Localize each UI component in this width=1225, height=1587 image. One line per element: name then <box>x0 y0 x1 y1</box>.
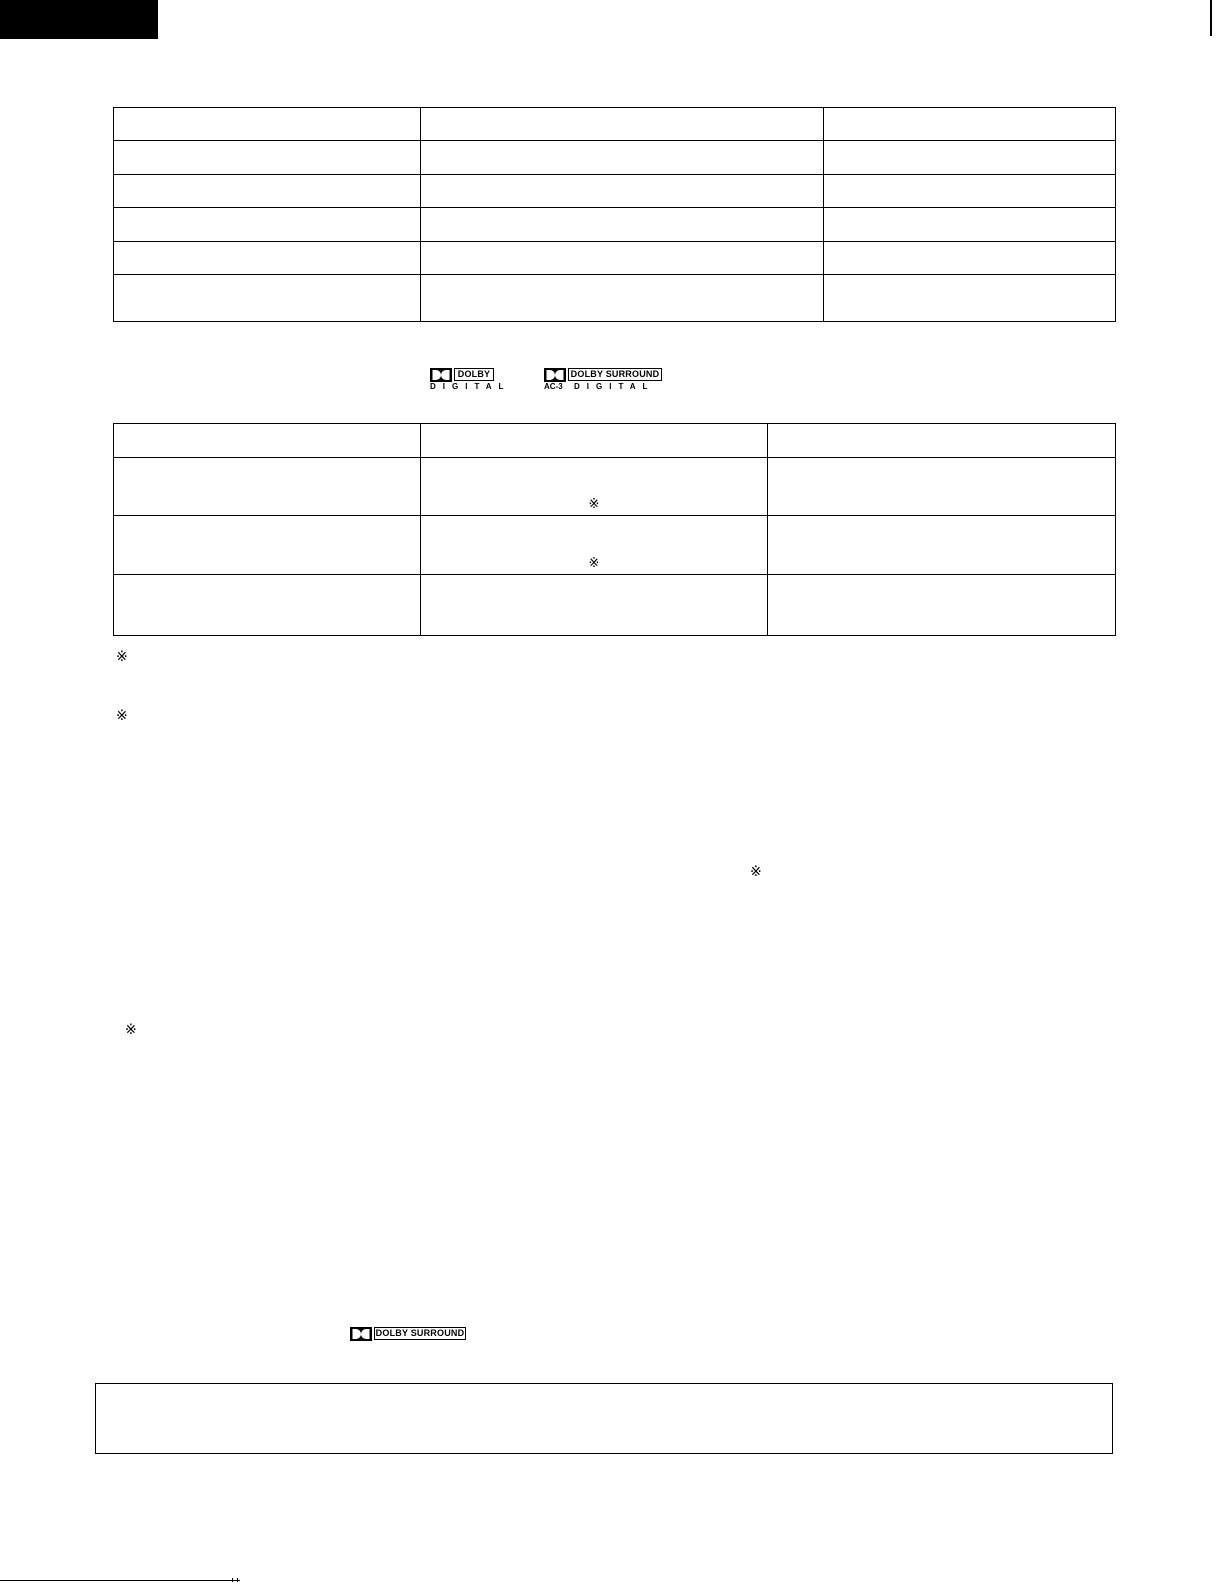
table-row <box>114 275 1116 322</box>
logo-box-text: DOLBY SURROUND <box>375 1328 465 1338</box>
table-cell <box>824 141 1116 175</box>
table-row <box>114 424 1116 458</box>
footnote-mark: ※ <box>116 708 128 724</box>
table-cell <box>114 242 421 275</box>
table-cell <box>114 208 421 242</box>
reference-mark: ※ <box>588 556 600 571</box>
table-cell <box>114 108 421 141</box>
table-row <box>114 575 1116 636</box>
table-row <box>114 458 1116 516</box>
table-cell <box>421 175 824 208</box>
table-row <box>114 208 1116 242</box>
table-row <box>114 141 1116 175</box>
bottom-tick <box>237 1578 238 1582</box>
table-cell <box>114 575 421 636</box>
table-cell <box>114 175 421 208</box>
bottom-tick <box>232 1578 233 1582</box>
table-row <box>114 175 1116 208</box>
reference-mark: ※ <box>125 1022 137 1038</box>
table-row <box>114 108 1116 141</box>
table-cell <box>421 575 768 636</box>
double-d-icon <box>350 1327 372 1341</box>
table-cell <box>114 516 421 575</box>
table-cell <box>824 108 1116 141</box>
table-row <box>114 242 1116 275</box>
specification-table-2 <box>113 423 1116 636</box>
double-d-icon <box>430 368 452 382</box>
bottom-rule <box>0 1580 240 1581</box>
table-cell <box>421 516 768 575</box>
logo-prefix-text: AC-3 <box>544 382 563 391</box>
dolby-digital-logo <box>430 368 511 391</box>
table-cell <box>824 175 1116 208</box>
table-cell <box>768 516 1116 575</box>
table-cell <box>114 141 421 175</box>
double-d-icon <box>544 368 566 382</box>
table-row <box>114 516 1116 575</box>
table-cell <box>768 458 1116 516</box>
footnote-mark: ※ <box>116 649 128 665</box>
page-corner-tab <box>0 0 158 39</box>
logo-box-text: DOLBY <box>454 368 494 381</box>
table-cell <box>824 208 1116 242</box>
reference-mark: ※ <box>750 864 762 880</box>
dolby-surround-ac3-digital-logo <box>544 368 664 390</box>
table-cell <box>421 108 824 141</box>
logo-sub-text: DIGITAL <box>430 382 511 391</box>
dolby-surround-logo <box>350 1327 470 1342</box>
table-cell <box>824 275 1116 322</box>
table-cell <box>114 275 421 322</box>
table-cell <box>768 424 1116 458</box>
logo-box-text: DOLBY SURROUND <box>568 368 662 381</box>
table-cell <box>421 275 824 322</box>
specification-table-1 <box>113 107 1116 322</box>
table-cell <box>421 208 824 242</box>
page-edge-mark <box>1210 0 1212 36</box>
reference-mark: ※ <box>588 497 600 512</box>
table-cell <box>421 424 768 458</box>
table-cell <box>421 242 824 275</box>
note-box <box>95 1383 1113 1454</box>
table-cell <box>421 141 824 175</box>
table-cell <box>421 458 768 516</box>
table-cell <box>114 458 421 516</box>
table-cell <box>824 242 1116 275</box>
table-cell <box>114 424 421 458</box>
table-cell <box>768 575 1116 636</box>
logo-sub-text: DIGITAL <box>574 382 655 391</box>
